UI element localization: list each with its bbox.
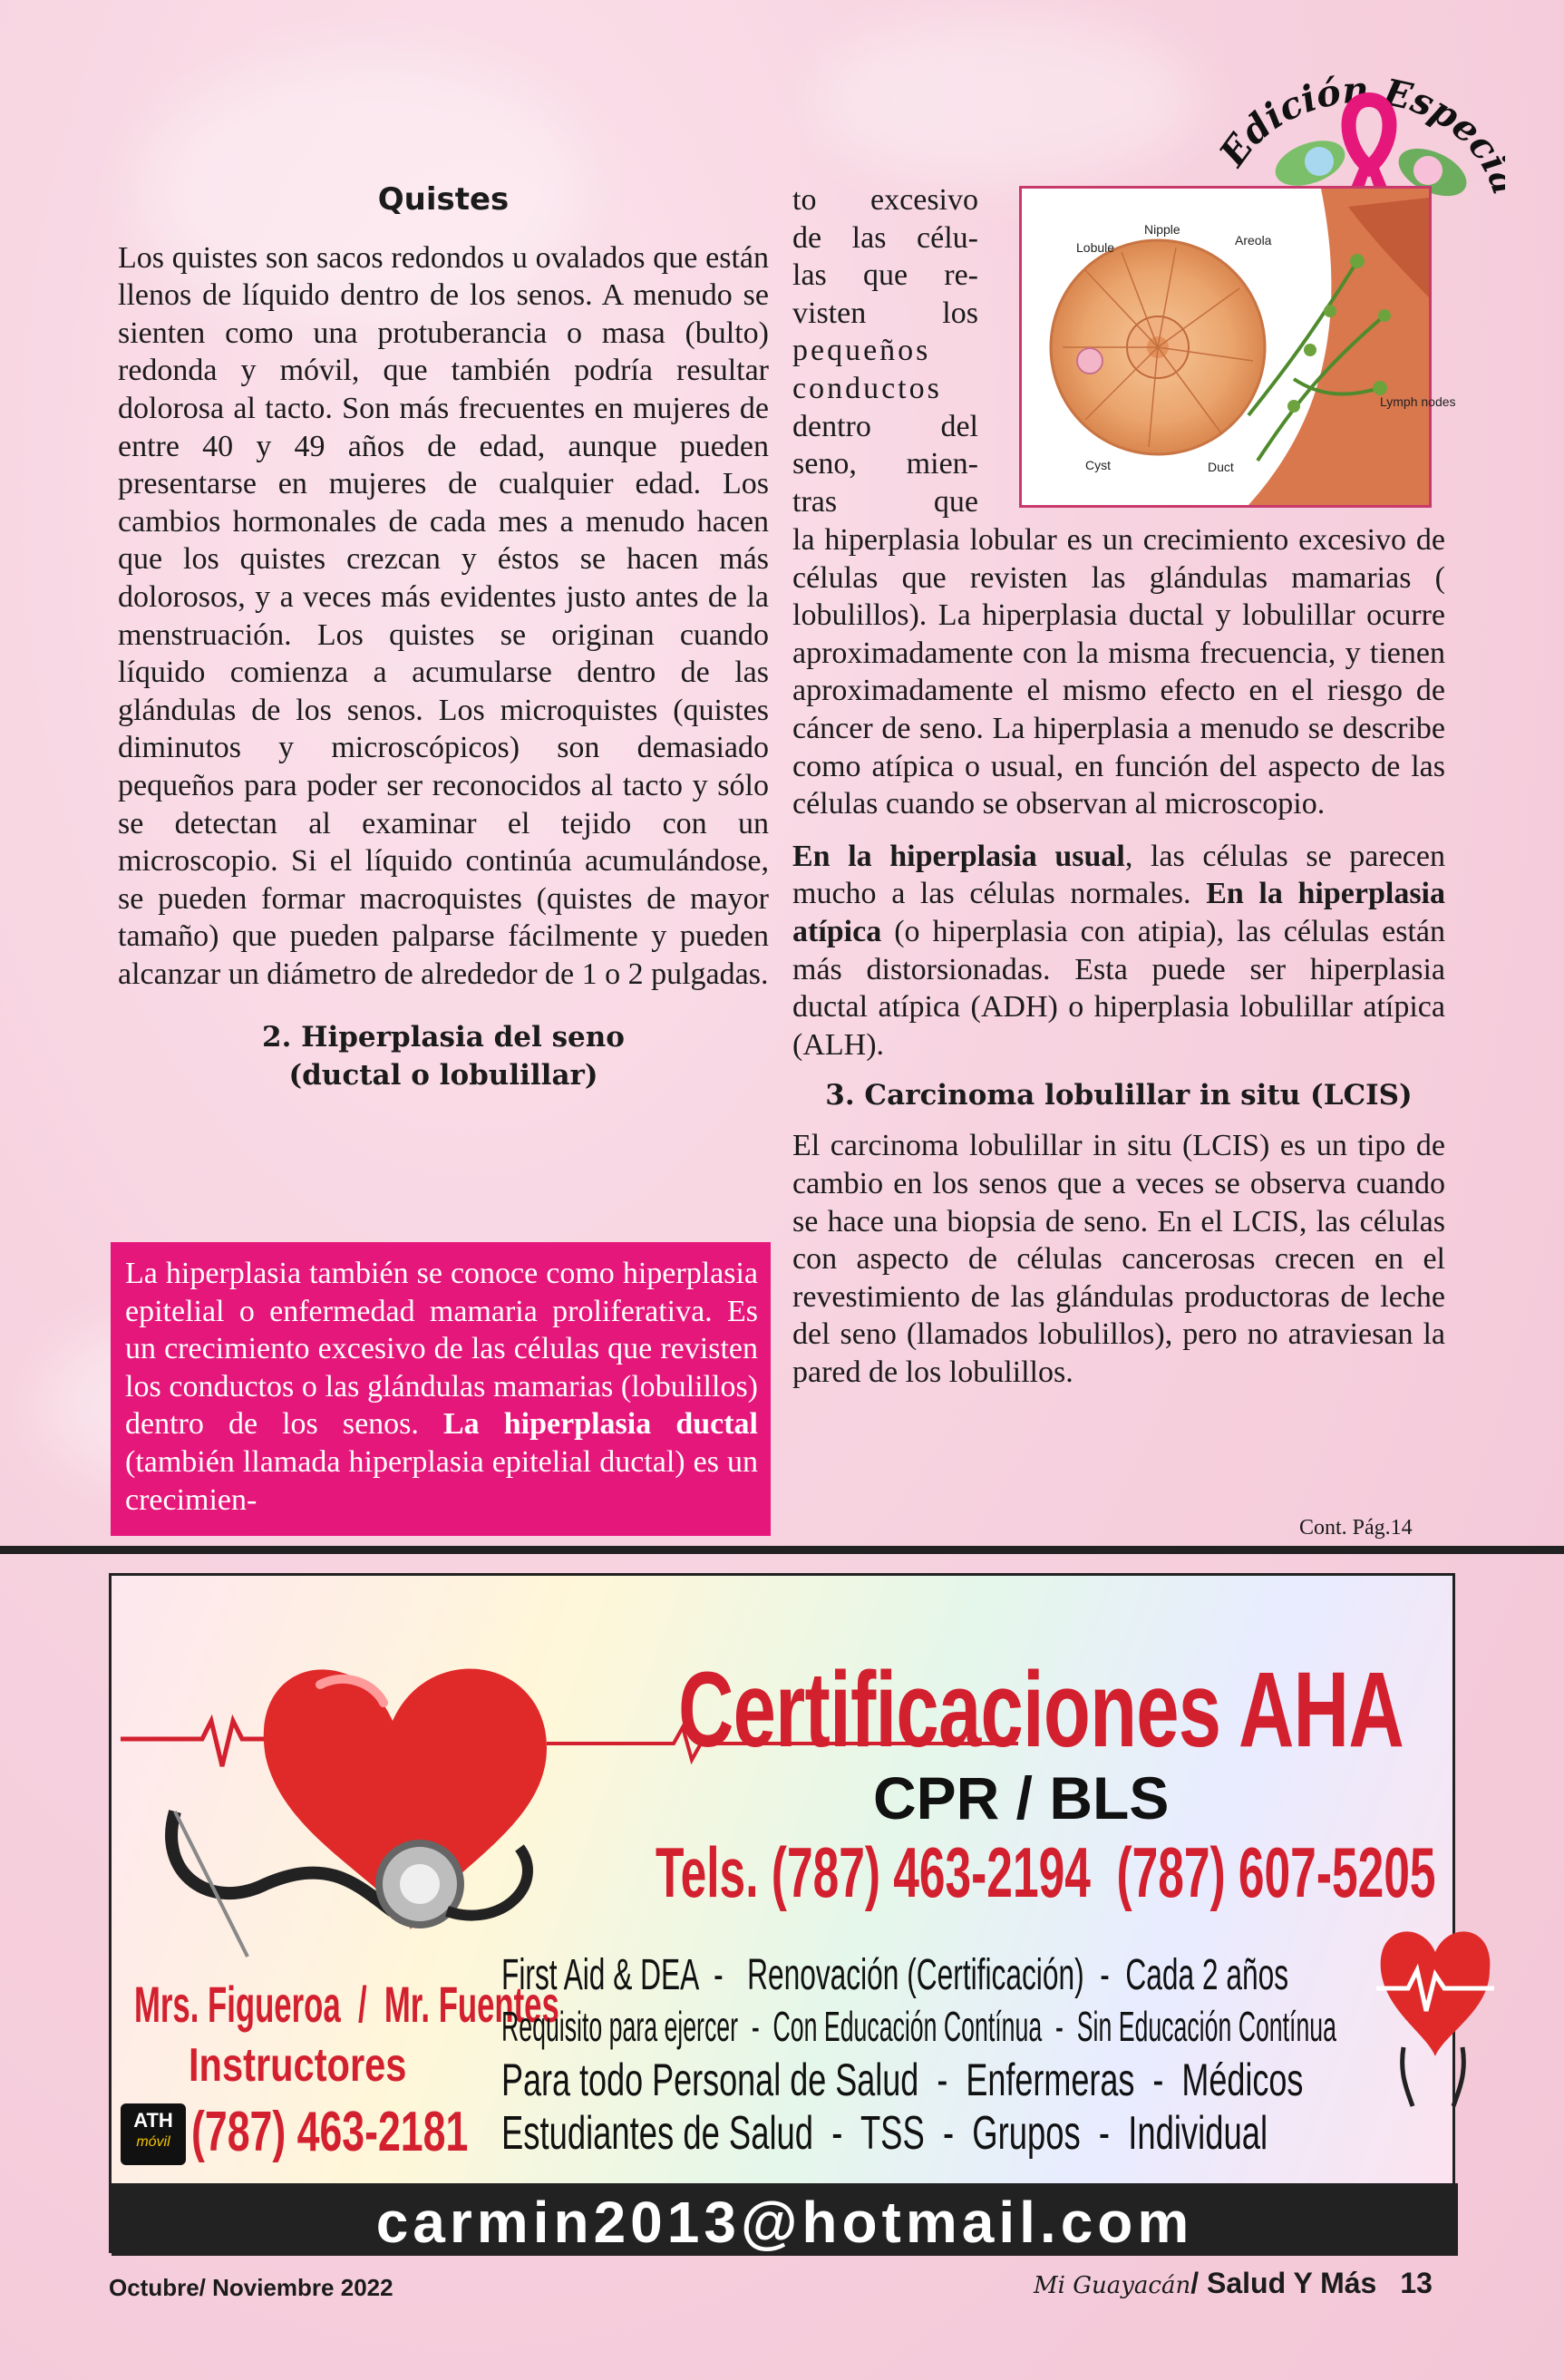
quistes-paragraph: Los quistes son sacos redondos u ovalados que están llenos de líquido dentro de los senos. A menudo se sienten como una protuberancia o masa (bulto) redonda y móvil, que también podría resultar dolorosa al tacto. Son más frecuentes en mujeres de entre 40 y 49 años de edad, aunque pueden presentarse en mujeres de cualquier edad. Los cambios hormonales de cada mes a menudo hacen que los quistes crezcan y éstos se hacen más dolorosos, y a veces más evidentes justo antes de la menstruación. Los quistes se originan cuando líquido comienza a acumularse dentro de las glándulas de los senos. Los microquistes (quistes diminutos y microscópicos) son demasiado pequeños para poder ser reconocidos al tacto y sólo se detectan al examinar el tejido con un microscopio. Si el líquido continúa acumulándose, se pueden formar macroquistes (quistes de mayor tamaño) que pueden palparse fácilmente y pueden alcanzar un diámetro de alrededor de 1 o 2 pulgadas. [118, 240, 769, 991]
ath-logo-bottom: móvil [136, 2134, 170, 2150]
wrap-line-7: dentro del [792, 409, 978, 443]
background-light-2 [816, 18, 1197, 181]
left-column [118, 181, 769, 1094]
section2-title-line1: 2. Hiperplasia del seno [262, 1021, 625, 1054]
continued-note: Cont. Pág.14 [1299, 1516, 1413, 1540]
ad-phones: Tels. (787) 463-2194 (787) 607-5205 [656, 1832, 1436, 1912]
footer-brand [1034, 2267, 1433, 2300]
label-duct: Duct [1208, 460, 1234, 474]
pinkbox-bold: La hiperplasia ductal [443, 1407, 758, 1442]
right-column [792, 521, 1445, 1391]
ad-line-3: Para todo Personal de Salud - Enfermeras - Médicos [501, 2055, 1304, 2105]
section-divider [0, 1546, 1564, 1554]
section3-title: 3. Carcinoma lobulillar in situ (LCIS) [825, 1079, 1413, 1112]
wrap-line-9: tras que [792, 484, 978, 519]
ekg-heart-icon [1376, 1920, 1494, 2111]
hiperplasia-paragraph: la hiperplasia lobular es un crecimiento excesivo de células que revisten las glándulas mamarias ( lobulillos). La hiperplasia ductal y lobulillar ocurre aproximadamente con la misma frecuencia, y tienen aproximadamente el mismo efecto en el riesgo de cáncer de seno. La hiperplasia a menudo se describe como atípica o usual, en función del aspecto de las células cuando se observan al microscopio. [792, 523, 1445, 821]
ad-line-1: First Aid & DEA - Renovación (Certificación) - Cada 2 años [501, 1951, 1289, 1999]
label-cyst: Cyst [1085, 458, 1111, 472]
wrap-line-5: pequeños [792, 334, 931, 368]
label-areola: Areola [1235, 233, 1272, 248]
pinkbox-tail: (también llamada hiperplasia epitelial ductal) es un crecimien- [125, 1444, 758, 1517]
label-nipple: Nipple [1144, 222, 1180, 237]
usual-bold: En la hiperplasia usual [792, 839, 1125, 873]
badge-text: Edición Espec [1210, 68, 1505, 174]
label-lymph: Lymph nodes [1380, 394, 1456, 409]
breast-anatomy-illustration [1019, 186, 1456, 508]
ad-email: carmin2013@hotmail.com [375, 2190, 1194, 2255]
wrap-line-4: visten los [792, 296, 978, 330]
section2-title-line2: (ductal o lobulillar) [288, 1059, 598, 1093]
ad-line-2: Requisito para ejercer - Con Educación Contínua - Sin Educación Contínua [501, 2003, 1336, 2050]
ad-email-bar [112, 2183, 1458, 2256]
ad-subtitle: CPR / BLS [873, 1764, 1170, 1831]
wrap-line-3: las que re- [792, 258, 978, 293]
quistes-title: Quistes [377, 181, 510, 218]
wrap-line-6: conductos [792, 371, 942, 405]
lcis-paragraph: El carcinoma lobulillar in situ (LCIS) es un tipo de cambio en los senos que a veces se observa cuando se hace una biopsia de seno. En el LCIS, las células con aspecto de células cancerosas crecen en el revestimiento de las glándulas productoras de leche del seno (llamados lobulillos), pero no atraviesan la pared de los lobulillos. [792, 1129, 1445, 1389]
wrap-line-1: to excesivo [792, 183, 978, 217]
ad-instructors-role: Instructores [189, 2039, 407, 2092]
pinkbox-text: La hiperplasia también se conoce como hiperplasia epitelial o enfermedad mamaria proliferativa. Es un crecimiento excesivo de las células que revisten los conductos o las glándulas mamarias (lobulillos) dentro de los senos. [125, 1257, 758, 1442]
usual-text: , las células se parecen mucho a las células normales. [792, 839, 1445, 911]
footer-brand-script: Mi Guayacán [1034, 2272, 1191, 2299]
ad-instructor-phone: (787) 463-2181 [191, 2101, 469, 2163]
ath-movil-logo [121, 2103, 186, 2165]
footer-brand-name: / Salud Y Más [1190, 2267, 1377, 2299]
label-lobule: Lobule [1076, 240, 1115, 255]
ad-line-4: Estudiantes de Salud - TSS - Grupos - Individual [501, 2107, 1268, 2160]
footer-date: Octubre/ Noviembre 2022 [109, 2274, 393, 2301]
breast-anatomy-image [1022, 189, 1456, 505]
aha-advertisement [109, 1573, 1455, 2253]
usual-atipica-paragraph [792, 838, 1445, 1064]
atipica-bold: En la hiperplasia atípica [792, 877, 1446, 948]
ad-title: Certificaciones AHA [678, 1650, 1404, 1770]
wrap-line-8: seno, mien- [792, 447, 978, 481]
hiperplasia-highlight-box [111, 1242, 771, 1536]
footer-page-number: 13 [1400, 2267, 1433, 2299]
ath-logo-top: ATH [133, 2109, 173, 2132]
wrap-line-2: de las célu- [792, 220, 978, 255]
atipica-text: (o hiperplasia con atipia), las células están más distorsionadas. Esta puede ser hiperplasia ductal atípica (ADH) o hiperplasia lobulillar atípica (ALH). [792, 914, 1446, 1062]
ad-instructors: Mrs. Figueroa / Mr. Fuentes [134, 1976, 559, 2033]
right-column-wrap [792, 181, 978, 520]
